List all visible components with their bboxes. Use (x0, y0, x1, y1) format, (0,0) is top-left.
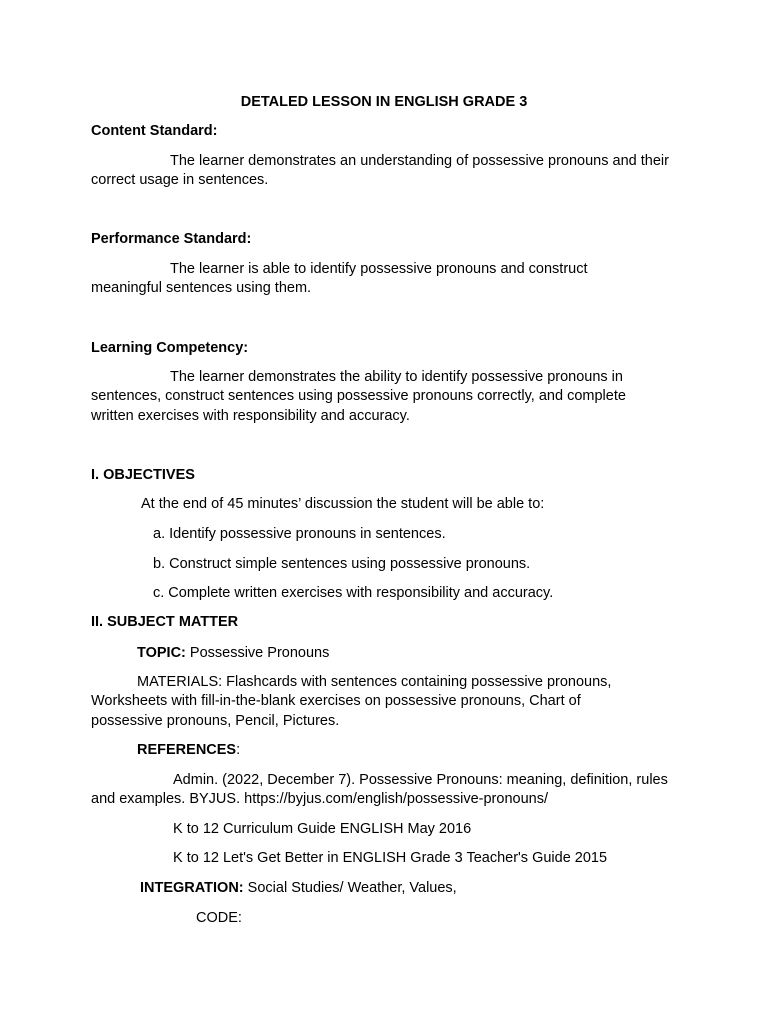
reference-item-2: K to 12 Curriculum Guide ENGLISH May 2016 (173, 821, 472, 837)
subject-matter-heading: II. SUBJECT MATTER (91, 614, 239, 630)
integration-label: INTEGRATION: (140, 880, 244, 896)
reference-item-3: K to 12 Let's Get Better in ENGLISH Grade 3 Teacher's Guide 2015 (173, 850, 608, 866)
code-label: CODE: (196, 910, 242, 926)
objective-item-c: c. Complete written exercises with responsibility and accuracy. (153, 585, 554, 601)
materials-paragraph (91, 673, 651, 731)
references-line (137, 741, 240, 760)
content-standard-text: The learner demonstrates an understanding of possessive pronouns and their correct usage in sentences. (91, 153, 669, 189)
document-title: DETALED LESSON IN ENGLISH GRADE 3 (240, 94, 528, 110)
performance-standard-paragraph (91, 260, 651, 299)
objective-item-a: a. Identify possessive pronouns in sentences. (153, 526, 446, 542)
content-standard-paragraph (91, 152, 671, 191)
learning-competency-text: The learner demonstrates the ability to identify possessive pronouns in sentences, construct sentences using possessive pronouns correctly, and complete written exercises with responsibility and accuracy. (91, 369, 626, 424)
integration-line (140, 879, 457, 898)
reference-text-1: Admin. (2022, December 7). Possessive Pronouns: meaning, definition, rules and examples. BYJUS. https://byjus.com/english/possessive-pronouns/ (91, 772, 668, 808)
references-label: REFERENCES (137, 742, 237, 758)
reference-item-1 (91, 771, 671, 810)
references-colon: : (236, 742, 241, 758)
performance-standard-heading: Performance Standard: (91, 231, 252, 247)
performance-standard-text: The learner is able to identify possessive pronouns and construct meaningful sentences using them. (91, 261, 588, 297)
topic-value: Possessive Pronouns (185, 645, 330, 661)
learning-competency-heading: Learning Competency: (91, 340, 249, 356)
learning-competency-paragraph (91, 368, 671, 426)
objectives-intro: At the end of 45 minutes’ discussion the student will be able to: (141, 496, 545, 512)
materials-text: MATERIALS: Flashcards with sentences containing possessive pronouns, Worksheets with fill-in-the-blank exercises on possessive pronouns, Chart of possessive pronouns, Pencil, Pictures. (91, 674, 612, 729)
topic-line (137, 644, 329, 663)
content-standard-heading: Content Standard: (91, 123, 218, 139)
topic-label: TOPIC: (137, 645, 186, 661)
objectives-heading: I. OBJECTIVES (91, 467, 195, 483)
objective-item-b: b. Construct simple sentences using possessive pronouns. (153, 556, 531, 572)
integration-value: Social Studies/ Weather, Values, (243, 880, 457, 896)
